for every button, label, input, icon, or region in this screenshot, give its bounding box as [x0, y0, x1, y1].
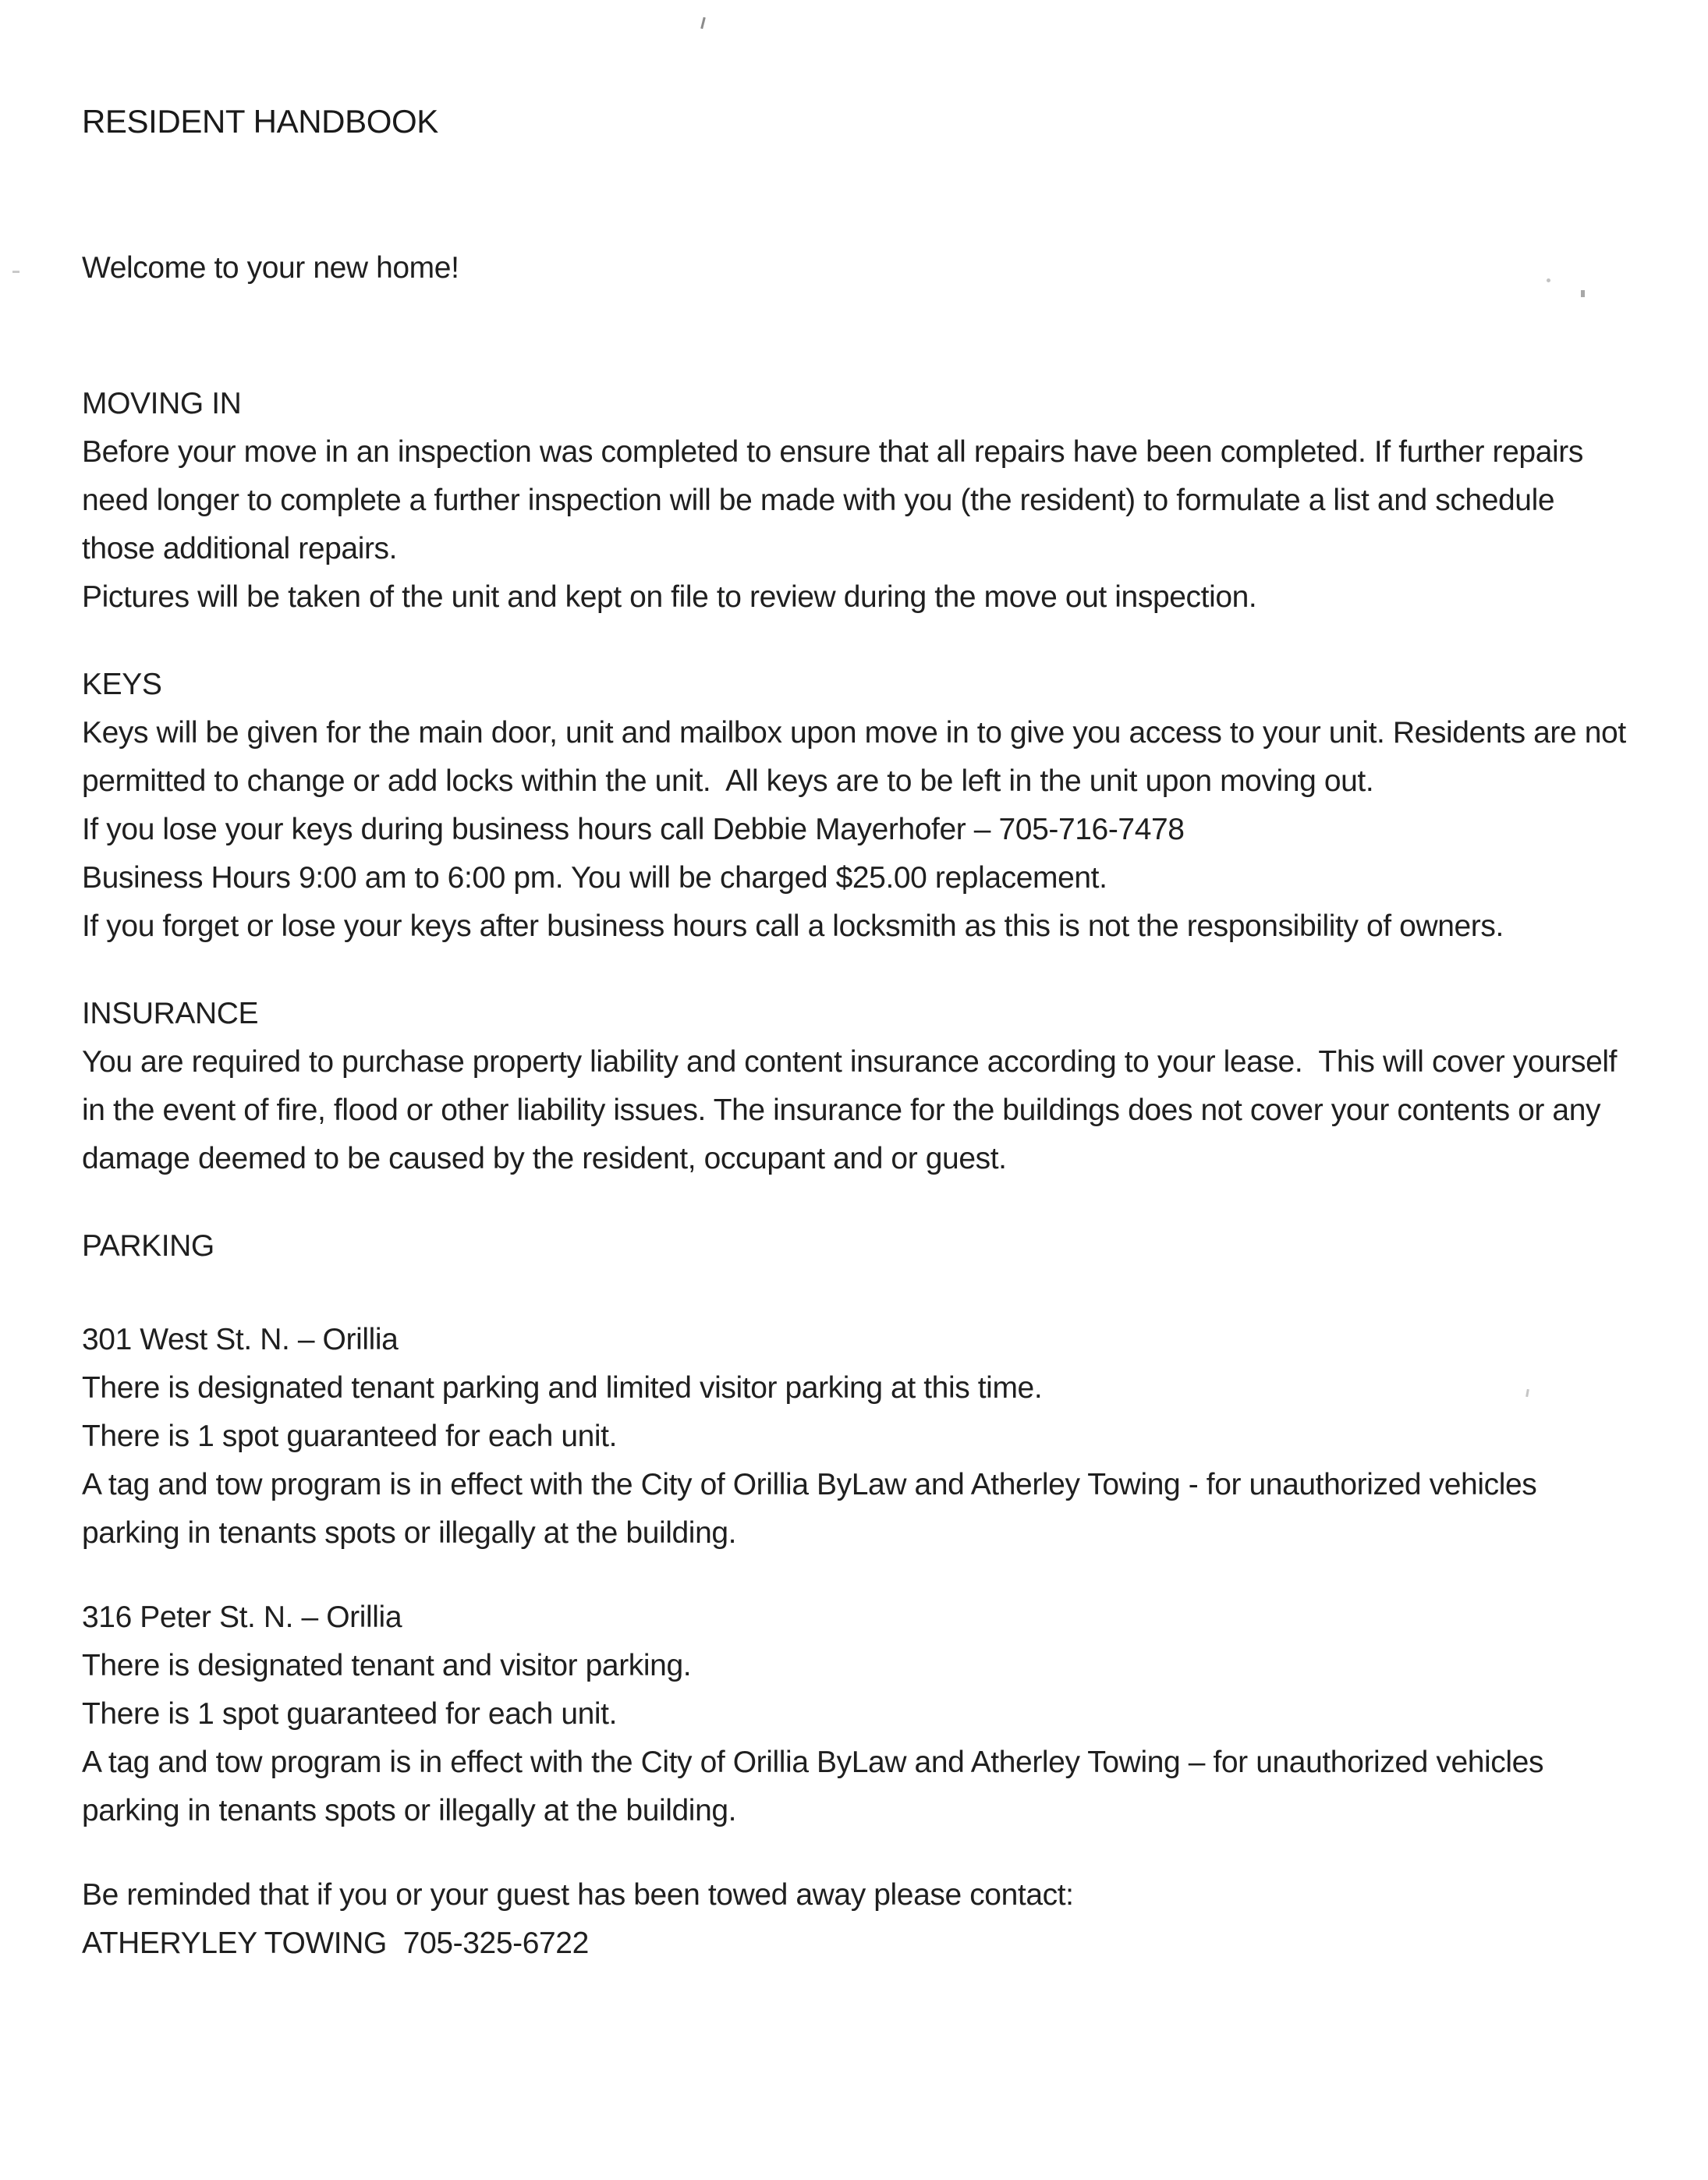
- parking-address: 301 West St. N. – Orillia: [82, 1323, 399, 1356]
- paragraph: Business Hours 9:00 am to 6:00 pm. You will be charged $25.00 replacement.: [82, 861, 1107, 895]
- paragraph: A tag and tow program is in effect with the City of Orillia ByLaw and Atherley Towing - for unauthorized vehicles parking in tenants spots or illegally at the building.: [82, 1468, 1545, 1550]
- paragraph: A tag and tow program is in effect with the City of Orillia ByLaw and Atherley Towing – for unauthorized vehicles parking in tenants spots or illegally at the building.: [82, 1746, 1552, 1827]
- towing-reminder: Be reminded that if you or your guest has been towed away please contact:: [82, 1878, 1074, 1912]
- section-heading-parking: PARKING: [82, 1229, 214, 1263]
- parking-location-316-peter: [82, 1593, 1634, 1835]
- welcome-line: Welcome to your new home!: [82, 251, 459, 285]
- scan-speck: [1581, 290, 1585, 297]
- towing-contact: ATHERYLEY TOWING 705-325-6722: [82, 1927, 589, 1960]
- section-moving-in: [82, 380, 1634, 622]
- section-heading-insurance: INSURANCE: [82, 997, 259, 1030]
- paragraph: Before your move in an inspection was completed to ensure that all repairs have been completed. If further repairs need longer to complete a further inspection will be made with you (the resident) to formulate a list and schedule those additional repairs.: [82, 435, 1592, 565]
- paragraph: Pictures will be taken of the unit and kept on file to review during the move out inspection.: [82, 580, 1257, 614]
- paragraph: There is designated tenant and visitor parking.: [82, 1649, 692, 1682]
- paragraph: If you lose your keys during business hours call Debbie Mayerhofer – 705-716-7478: [82, 813, 1185, 846]
- towing-contact-block: [82, 1871, 1634, 1968]
- paragraph: There is designated tenant parking and limited visitor parking at this time.: [82, 1371, 1043, 1405]
- scan-speck: [700, 17, 706, 29]
- section-insurance: [82, 990, 1634, 1183]
- section-heading-moving-in: MOVING IN: [82, 387, 242, 420]
- paragraph: Keys will be given for the main door, unit and mailbox upon move in to give you access to your unit. Residents are not permitted to change or add locks within the unit. All keys are to be left in the unit upon moving out.: [82, 716, 1635, 798]
- paragraph: You are required to purchase property liability and content insurance according to your lease. This will cover yourself in the event of fire, flood or other liability issues. The insurance for the buildings does not cover your contents or any damage deemed to be caused by the resident, occupant and or guest.: [82, 1045, 1625, 1175]
- paragraph: There is 1 spot guaranteed for each unit.: [82, 1420, 618, 1453]
- scan-speck: [1547, 278, 1550, 282]
- section-heading-keys: KEYS: [82, 668, 162, 701]
- section-keys: [82, 661, 1634, 951]
- document-title: RESIDENT HANDBOOK: [82, 103, 438, 140]
- section-parking: [82, 1222, 1634, 1968]
- scan-speck: [12, 271, 19, 273]
- paragraph: If you forget or lose your keys after business hours call a locksmith as this is not the responsibility of owners.: [82, 909, 1504, 943]
- parking-address: 316 Peter St. N. – Orillia: [82, 1600, 402, 1634]
- paragraph: There is 1 spot guaranteed for each unit.: [82, 1697, 618, 1731]
- parking-location-301-west: [82, 1316, 1634, 1558]
